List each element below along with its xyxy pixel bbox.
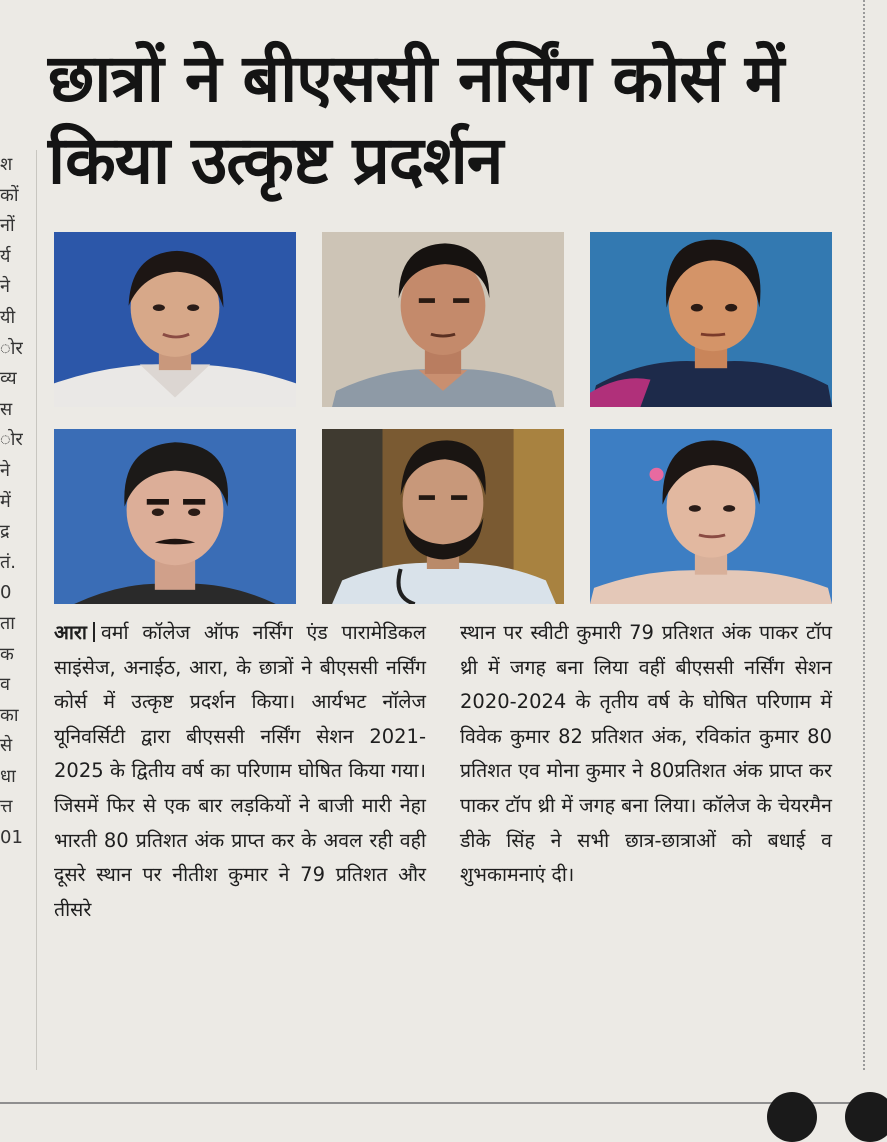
column-fragment: त्त: [0, 796, 13, 818]
column-fragment: 0: [0, 582, 12, 604]
headline: छात्रों ने बीएससी नर्सिंग कोर्स में किया उत्कृष्ट प्रदर्शन: [48, 40, 784, 199]
column-fragment: स: [0, 398, 13, 420]
column-fragment: में: [0, 490, 11, 512]
adjacent-column-fragments: [0, 150, 24, 854]
column-fragment: से: [0, 735, 13, 757]
column-fragment: ोर: [0, 337, 23, 359]
column-fragment: यी: [0, 306, 16, 328]
dateline: आरा: [54, 621, 87, 644]
column-fragment: का: [0, 704, 19, 726]
student-photo-1: [54, 232, 296, 407]
student-photo-2: [322, 232, 564, 407]
column-fragment: ता: [0, 612, 15, 634]
column-fragment: 01: [0, 827, 23, 849]
column-fragment: द्र: [0, 521, 10, 543]
column-fragment: क: [0, 643, 14, 665]
bottom-border: [0, 1102, 887, 1104]
decorative-circle: [767, 1092, 817, 1142]
student-photo-4: [54, 429, 296, 604]
student-photo-3: [590, 232, 832, 407]
dateline-separator: [93, 622, 95, 642]
photo-grid: [54, 232, 832, 604]
article-column-2: स्थान पर स्वीटी कुमारी 79 प्रतिशत अंक पाकर टॉप थ्री में जगह बना लिया वहीं बीएससी नर्सिंग सेशन 2020-2024 के तृतीय वर्ष के घोषित परिणाम में विवेक कुमार 82 प्रतिशत अंक, रविकांत कुमार 80 प्रतिशत एव मोना कुमार ने 80प्रतिशत अंक प्राप्त कर पाकर टॉप थ्री में जगह बना लिया। कॉलेज के चेयरमैन डीके सिंह ने सभी छात्र-छात्राओं को बधाई व शुभकामनाएं दी।: [460, 621, 832, 887]
column-fragment: ोर: [0, 429, 23, 451]
column-fragment: नों: [0, 215, 15, 237]
student-photo-6: [590, 429, 832, 604]
article-text-1: वर्मा कॉलेज ऑफ नर्सिंग एंड पारामेडिकल साइंसेज, अनाईठ, आरा, के छात्रों ने बीएससी नर्सिंग कोर्स में उत्कृष्ट प्रदर्शन किया। आर्यभट नॉलेज यूनिवर्सिटी द्वारा बीएससी नर्सिंग सेशन 2021-2025 के द्वितीय वर्ष का परिणाम घोषित किया गया। जिसमें फिर से एक बार लड़कियों ने बाजी मारी नेहा भारती 80 प्रतिशत अंक प्राप्त कर के अवल रही वही दूसरे स्थान पर नीतीश कुमार ने 79 प्रतिशत और तीसरे: [54, 621, 426, 921]
right-dotted-border: [863, 0, 865, 1070]
column-fragment: श: [0, 154, 13, 175]
column-fragment: कों: [0, 184, 19, 206]
column-fragment: ने: [0, 276, 10, 298]
article-body: [54, 616, 832, 1056]
column-fragment: तं.: [0, 551, 16, 573]
article-column-1: [54, 616, 426, 1056]
column-fragment: व: [0, 674, 11, 696]
column-fragment: धा: [0, 765, 16, 787]
column-fragment: ने: [0, 459, 10, 481]
student-photo-5: [322, 429, 564, 604]
column-fragment: व्य: [0, 368, 17, 390]
column-divider: [36, 150, 37, 1070]
decorative-circle: [845, 1092, 887, 1142]
column-fragment: र्य: [0, 245, 11, 267]
